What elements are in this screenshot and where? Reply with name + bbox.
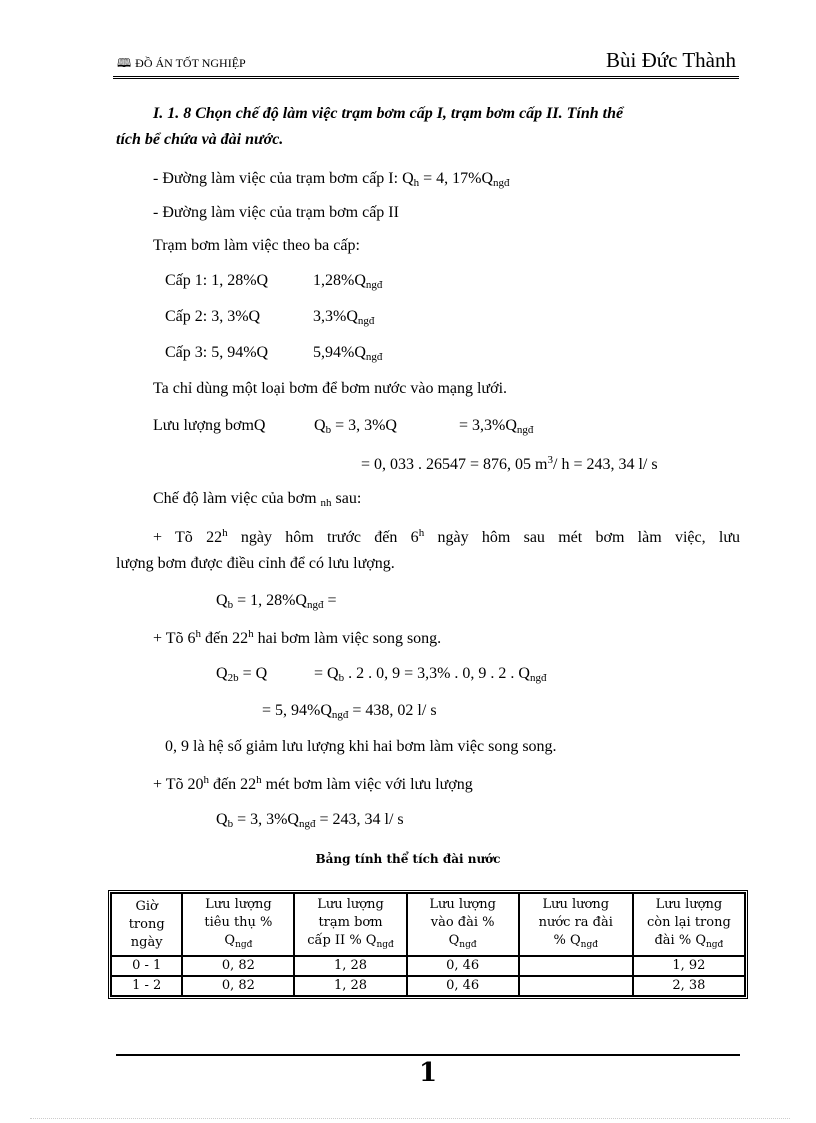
table-cell: 1, 28 (294, 976, 406, 996)
flow-eq-1: $Q_b = 3$, 3%Q (314, 417, 397, 436)
table-cell: 0, 46 (407, 956, 519, 976)
line-three-levels: Trạm bơm làm việc theo ba cấp: (153, 237, 360, 254)
table-cell: 1, 92 (633, 956, 745, 976)
table-cell: 0 - 1 (111, 956, 182, 976)
table-cell (519, 976, 633, 996)
level-1-a: Cấp 1: 1, 28%Q (165, 272, 269, 289)
flow-label: Lưu lượng bơmQ (153, 417, 266, 434)
flow-eq-2: = $3,3\%Q_{ngđ}$ (459, 417, 534, 436)
section-title-line1: I. 1. 8 Chọn chế độ làm việc trạm bơm cấp I, trạm bơm cấp II. Tính thể (153, 105, 624, 122)
line-adjust: lượng bơm được điều cỉnh để có lưu lượng. (116, 555, 395, 572)
level-2-a: Cấp 2: 3, 3%Q (165, 308, 261, 325)
page-edge-dots (30, 1118, 790, 1119)
line-20h: + Tõ 20$^h$ đến 22$^h$ mét bơm làm việc với lưu lượng (153, 774, 473, 793)
line-one-pump: Ta chỉ dùng một loại bơm để bơm nước vào mạng lưới. (153, 380, 508, 397)
table-cell (519, 956, 633, 976)
table-cell: 2, 38 (633, 976, 745, 996)
line-6h: + Tõ 6$^h$ đến 22$^h$ hai bơm làm việc song song. (153, 628, 442, 647)
section-title-line2: tích bể chứa và đài nước. (116, 131, 284, 148)
book-icon: 🕮 (117, 56, 132, 70)
table-cell: 1, 28 (294, 956, 406, 976)
table-row (111, 976, 745, 996)
table-cell: 0, 46 (407, 976, 519, 996)
level-2-b: $3,3\%Q_{ngđ}$ (313, 308, 375, 327)
table-header-row (111, 893, 745, 956)
line-coef: 0, 9 là hệ số giảm lưu lượng khi hai bơm làm việc song song. (165, 738, 557, 755)
eq-q2b-result: = 5, $94\%Q_{ngđ} = 438$, 02 l/ s (262, 702, 437, 721)
line-mode: Chế độ làm việc của bơm $_{nh}$ sau: (153, 490, 362, 509)
eq-qb-2: $Q_b = 3$, $3\%Q_{ngđ} = 243$, 34 l/ s (216, 811, 404, 830)
eq-q2b-a: $Q_{2b} = Q$ (216, 665, 268, 684)
level-3-b: $5,94\%Q_{ngđ}$ (313, 344, 383, 363)
header-rule (113, 76, 739, 79)
eq-qb-1: $Q_b = 1$, $28\%Q_{ngđ}$ = (216, 592, 337, 611)
line-22h: + Tõ 22$^h$ ngày hôm trước đến 6$^h$ ngày hôm sau mét bơm làm việc, lưu (153, 527, 741, 546)
header-author: Bùi Đức Thành (606, 48, 736, 72)
header-cell: Lưu lương nước ra đài % $Q_{ngđ}$ (519, 893, 633, 956)
line-pump2: - Đường làm việc của trạm bơm cấp II (153, 204, 399, 221)
level-3-a: Cấp 3: 5, 94%Q (165, 344, 269, 361)
line-pump1: - Đường làm việc của trạm bơm cấp I: $Q_h = 4$, $17\%Q_{ngđ}$ (153, 170, 510, 189)
footer-rule (116, 1054, 740, 1056)
table-row (111, 956, 745, 976)
tank-volume-table (108, 890, 748, 999)
header-left (117, 54, 246, 75)
table-cell: 0, 82 (182, 956, 294, 976)
flow-result: = 0, 033 . 26547 = 876, 05 $m^3/$ h = 243, 34 l/ s (361, 454, 658, 473)
header-cell: Lưu lượng trạm bơm cấp II % $Q_{ngđ}$ (294, 893, 406, 956)
header-cell: Lưu lượng tiêu thụ % $Q_{ngđ}$ (182, 893, 294, 956)
header-cell: Giờ trong ngày (111, 893, 182, 956)
page-number: 1 (418, 1058, 438, 1088)
level-1-b: $1,28\%Q_{ngđ}$ (313, 272, 383, 291)
header-cell: Lưu lượng vào đài % $Q_{ngđ}$ (407, 893, 519, 956)
eq-q2b-b: = $Q_b$ . 2 . 0, 9 = 3,3% . 0, 9 . 2 . $Q_{ngđ}$ (314, 665, 547, 684)
header-cell: Lưu lượng còn lại trong đài % $Q_{ngđ}$ (633, 893, 745, 956)
table-cell: 1 - 2 (111, 976, 182, 996)
header-title: ĐỒ ÁN TỐT NGHIỆP (135, 56, 246, 70)
table-caption: Bảng tính thể tích đài nước (315, 852, 501, 866)
table-cell: 0, 82 (182, 976, 294, 996)
